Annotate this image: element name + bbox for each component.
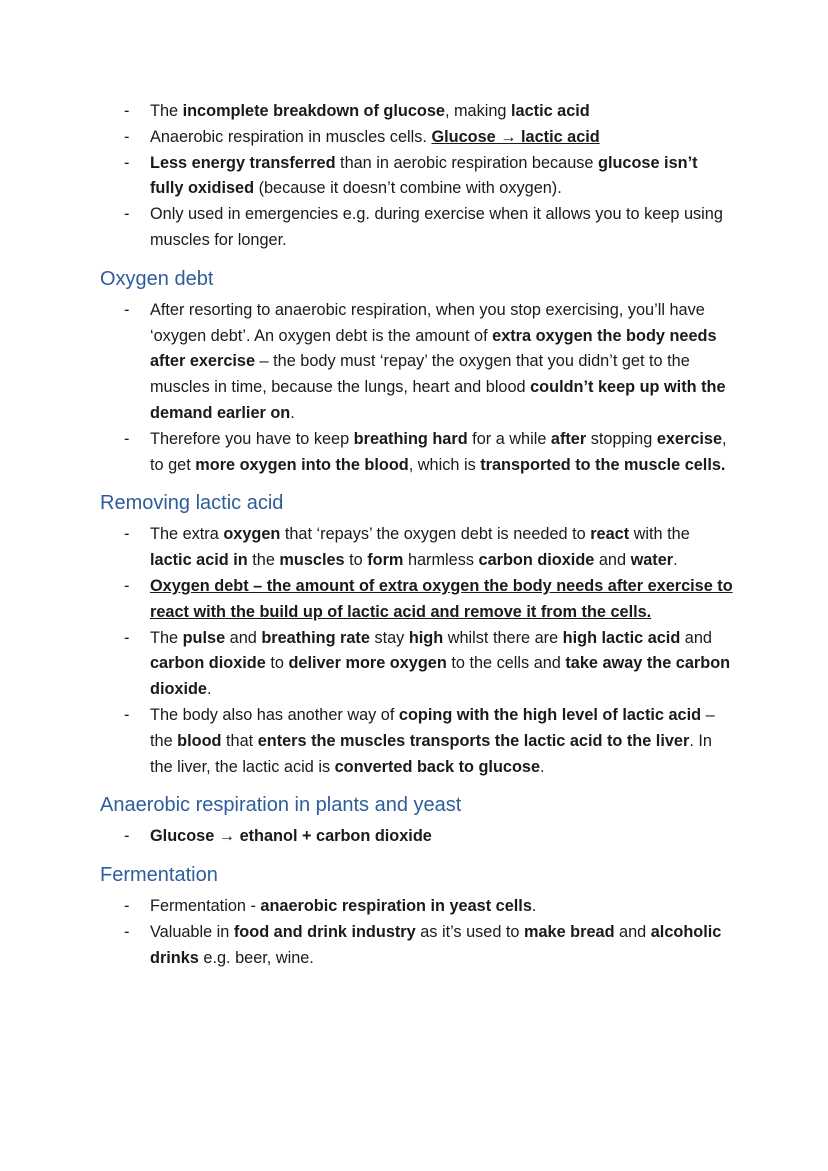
text-run: (because it doesn’t combine with oxygen). — [254, 179, 562, 198]
bullet-item — [150, 920, 733, 972]
text-run: oxygen — [223, 525, 281, 544]
bullet-item — [150, 151, 733, 203]
text-run: react — [590, 525, 630, 544]
text-run: pulse — [182, 628, 226, 647]
text-run: to — [265, 654, 289, 673]
text-run: Anaerobic respiration in muscles cells. — [150, 127, 432, 146]
text-run: carbon dioxide — [478, 551, 595, 570]
text-run: alcoholic drinks — [150, 922, 722, 967]
text-run: blood — [177, 731, 222, 750]
section-anaerobic-respiration-in-plants-and-yeast — [100, 792, 733, 850]
section-heading: Removing lactic acid — [100, 492, 284, 515]
text-run: incomplete breakdown of glucose — [182, 102, 445, 120]
text-run: breathing rate — [261, 628, 370, 647]
bullet-item — [150, 574, 733, 626]
text-run: After resorting to anaerobic respiration, when you stop exercising, you’ll have ‘oxygen debt’. An oxygen debt is the amount of — [150, 300, 705, 345]
text-run: that — [221, 731, 258, 750]
text-run: Less energy transferred — [150, 153, 336, 172]
text-run: The — [150, 102, 183, 120]
text-run: , making — [444, 102, 512, 120]
text-run: exercise — [656, 429, 723, 448]
text-run: . — [540, 757, 545, 776]
section-heading: Oxygen debt — [100, 267, 214, 290]
text-run: anaerobic respiration in yeast cells — [260, 897, 532, 916]
text-run: and — [614, 922, 651, 941]
text-run: Only used in emergencies e.g. during exercise when it allows you to keep using muscles for longer. — [150, 205, 723, 249]
bullet-item — [150, 99, 733, 125]
text-run: to the cells and — [446, 654, 566, 673]
bullet-item — [150, 824, 733, 850]
text-run: stopping — [586, 429, 657, 448]
text-run: coping with the high level of lactic acid — [398, 705, 702, 724]
text-run: transported to the muscle cells. — [480, 455, 726, 474]
bullet-item — [150, 894, 733, 920]
text-run: more oxygen into the blood — [195, 455, 409, 474]
text-run: the — [247, 551, 280, 570]
text-run: enters the muscles transports the lactic acid to the liver — [257, 731, 690, 750]
bullet-list — [100, 522, 733, 780]
text-run: lactic acid in — [150, 551, 248, 570]
bullet-item — [150, 125, 733, 151]
bullet-list — [100, 298, 733, 479]
bullet-list — [100, 824, 733, 850]
section-intro — [100, 99, 733, 254]
text-run: after — [550, 429, 587, 448]
text-run: . — [531, 897, 537, 916]
text-run: to — [344, 551, 368, 570]
section-heading: Anaerobic respiration in plants and yeast — [100, 794, 462, 817]
text-run: – the body must ‘repay’ the oxygen that you didn’t get to the muscles in time, because the lungs, heart and blood — [150, 352, 690, 397]
text-run: than in aerobic respiration because — [335, 153, 598, 172]
section-oxygen-debt — [100, 266, 733, 479]
text-run: . — [290, 403, 295, 422]
bullet-item — [150, 522, 733, 574]
text-run: – the — [150, 705, 715, 750]
text-run: food and drink industry — [233, 922, 416, 941]
text-run: and — [680, 628, 712, 647]
text-run: lactic acid — [511, 102, 590, 120]
text-run: muscles — [279, 551, 345, 570]
text-run: form — [367, 551, 404, 570]
text-run: breathing hard — [353, 429, 468, 448]
bullet-list — [100, 894, 733, 971]
text-run: Glucose → ethanol + carbon dioxide — [150, 827, 432, 846]
text-run: The body also has another way of — [150, 705, 399, 724]
text-run: . — [207, 680, 212, 699]
text-run: Fermentation - — [150, 897, 261, 916]
text-run: , which is — [408, 455, 481, 474]
text-run: deliver more oxygen — [288, 654, 447, 673]
text-run: extra oxygen the body needs after exercise — [150, 326, 717, 371]
bullet-item — [150, 427, 733, 479]
text-run: stay — [369, 628, 409, 647]
text-run: water — [630, 551, 674, 570]
text-run: Therefore you have to keep — [150, 429, 354, 448]
section-heading: Fermentation — [100, 864, 218, 887]
bullet-item — [150, 626, 733, 703]
text-run: that ‘repays’ the oxygen debt is needed to — [280, 525, 591, 544]
text-run: carbon dioxide — [150, 654, 266, 673]
text-run: as it’s used to — [415, 922, 525, 941]
text-run: Oxygen debt – the amount of extra oxygen the body needs after exercise to react with the build up of lactic acid and remove it from the cells. — [150, 576, 733, 621]
bullet-item — [150, 703, 733, 780]
text-run: high — [408, 628, 444, 647]
text-run: . — [673, 551, 678, 570]
text-run: with the — [629, 525, 690, 544]
text-run: high lactic acid — [562, 628, 681, 647]
text-run: glucose isn’t fully oxidised — [150, 153, 698, 198]
text-run: , to get — [150, 429, 727, 474]
text-run: The extra — [150, 525, 224, 544]
text-run: take away the carbon dioxide — [150, 654, 731, 699]
text-run: harmless — [403, 551, 479, 570]
text-run: . In the liver, the lactic acid is — [150, 731, 712, 776]
text-run: The — [150, 628, 183, 647]
bullet-item — [150, 298, 733, 427]
text-run: Glucose → lactic acid — [431, 127, 600, 146]
bullet-list — [100, 99, 733, 254]
text-run: and — [225, 628, 262, 647]
text-run: whilst there are — [443, 628, 563, 647]
text-run: make bread — [524, 922, 615, 941]
section-removing-lactic-acid — [100, 490, 733, 780]
section-fermentation — [100, 862, 733, 971]
text-run: for a while — [467, 429, 551, 448]
text-run: couldn’t keep up with the demand earlier on — [150, 378, 726, 422]
text-run: e.g. beer, wine. — [198, 948, 314, 967]
text-run: Valuable in — [150, 922, 234, 941]
text-run: and — [594, 551, 631, 570]
bullet-item — [150, 202, 733, 254]
text-run: converted back to glucose — [334, 757, 540, 776]
